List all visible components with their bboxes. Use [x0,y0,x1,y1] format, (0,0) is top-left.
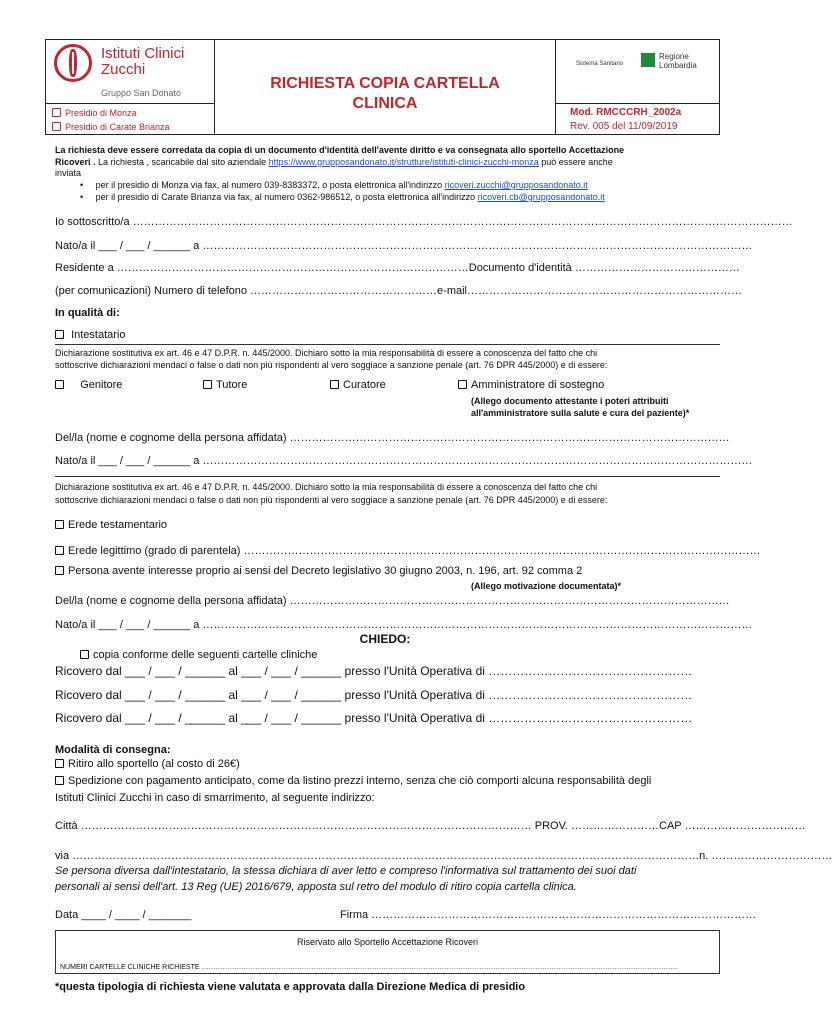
footnote: *questa tipologia di richiesta viene valutata e approvata dalla Direzione Medica di presidio [55,981,526,993]
region-cell [556,40,720,135]
riservato-box [55,930,720,974]
nato-field-1[interactable]: Nato/a il ___ / ___ / ______ a …………………………………………………………………………………………………………………………………… [55,240,753,252]
checkbox-icon[interactable] [52,108,61,117]
ricovero-field-3[interactable]: Ricovero dal ___ / ___ / ______ al ___ / ___ / ______ presso l'Unità Operativa di …………………………………………… [55,711,693,725]
dichiarazione-2-line1: Dichiarazione sostitutiva ex art. 46 e 47 D.P.R. n. 445/2000. Dichiaro sotto la mia responsabilità di essere a conoscenza del fatto che chi [55,482,598,492]
ricovero-field-1[interactable]: Ricovero dal ___ / ___ / ______ al ___ / ___ / ______ presso l'Unità Operativa di …………………………………………… [55,664,693,678]
email-carate-link[interactable]: ricoveri.cb@grupposandonato.it [477,192,605,202]
logo-name-line1: Istituti Clinici [101,45,185,62]
website-link[interactable]: https://www.grupposandonato.it/strutture/istituti-clinici-zucchi-monza [268,157,539,167]
copia-conforme-option[interactable]: copia conforme delle seguenti cartelle cliniche [80,649,317,661]
intestatario-option[interactable]: Intestatario [55,329,125,341]
checkbox-icon[interactable] [55,566,64,575]
checkbox-icon[interactable] [55,759,64,768]
ritiro-option[interactable]: Ritiro allo sportello (al costo di 26€) [55,758,240,770]
checkbox-icon[interactable] [55,380,64,389]
genitore-option[interactable]: Genitore [55,379,122,391]
intro-line3: inviata [55,168,82,178]
firma-field[interactable]: Firma …………………………………………………………………………………………… [340,909,757,921]
nato-field-3[interactable]: Nato/a il ___ / ___ / ______ a …………………………………………………………………………………………………………………………………… [55,619,753,631]
persona-diversa-line1: Se persona diversa dall'intestatario, la stessa dichiara di aver letto e compreso l'informativa sul trattamento dei suoi dati [55,865,637,877]
del-field-1[interactable]: Del/la (nome e cognome della persona affidata) ………………………………………………………………………………………………………… [55,432,730,444]
rev-code: Rev. 005 del 11/09/2019 [570,121,678,132]
checkbox-icon[interactable] [458,380,467,389]
tutore-option[interactable]: Tutore [203,379,247,391]
lombardia-logo-icon [641,53,655,67]
checkbox-icon[interactable] [203,380,212,389]
spedizione-option[interactable]: Spedizione con pagamento anticipato, come da listino prezzi interno, senza che ciò comporti alcuna responsabilità degli [55,775,651,787]
bullet-carate: • per il presidio di Carate Brianza via fax, al numero 0362-986512, o posta elettronica all'indirizzo ricoveri.cb@grupposandonato.it [80,192,605,202]
mod-code: Mod. RMCCCRH_2002a [570,107,682,118]
sottoscritto-field[interactable]: Io sottoscritto/a ……………………………………………………………………………………………………………………………………………………………… [55,216,793,228]
chiedo-heading: CHIEDO: [359,632,411,646]
comunicazioni-field[interactable]: (per comunicazioni) Numero di telefono ……………………………………………e-mail………………………………………………………………… [55,285,742,297]
modalita-heading: Modalità di consegna: [55,744,171,756]
logo-name-line2: Zucchi [101,61,146,78]
riservato-title: Riservato allo Sportello Accettazione Ricoveri [296,937,479,947]
curatore-option[interactable]: Curatore [330,379,386,391]
data-field[interactable]: Data ____ / ____ / _______ [55,909,192,921]
checkbox-icon[interactable] [55,776,64,785]
citta-field[interactable]: Città …………………………………………………………………………………………………………… PROV. ……………………CAP …………………………… [55,820,806,832]
checkbox-icon[interactable] [330,380,339,389]
presidio-monza-option[interactable] [52,108,137,118]
checkbox-icon[interactable] [80,650,89,659]
numeri-cartelle-field[interactable]: NUMERI CARTELLE CLINICHE RICHIESTE …………………………………………………………………………………………………………………………………………………………………………………… [60,964,678,971]
presidio-carate-option[interactable] [52,122,170,132]
dichiarazione-1-line2: sottoscrive dichiarazioni mendaci o false o dati non più rispondenti al vero soggiace a sanzione penale (art. 76 DPR 445/2000) e di essere: [55,360,608,370]
del-field-2[interactable]: Del/la (nome e cognome della persona affidata) ………………………………………………………………………………………………………… [55,595,730,607]
qualita-heading: In qualità di: [55,307,120,319]
title-cell [215,40,556,135]
checkbox-icon[interactable] [55,330,64,339]
logo-cell [46,40,215,135]
header-table [45,39,720,135]
checkbox-icon[interactable] [55,520,64,529]
dichiarazione-1-line1: Dichiarazione sostitutiva ex art. 46 e 47 D.P.R. n. 445/2000. Dichiaro sotto la mia responsabilità di essere a conoscenza del fatto che chi [55,348,598,358]
spedizione-line2: Istituti Clinici Zucchi in caso di smarrimento, al seguente indirizzo: [55,792,375,804]
dichiarazione-2-line2: sottoscrive dichiarazioni mendaci o false o dati non più rispondenti al vero soggiace a sanzione penale (art. 76 DPR 445/2000) e di essere: [55,495,608,505]
persona-diversa-line2: personali ai sensi dell'art. 13 Reg (UE) 2016/679, apposta sul retro del modulo di ritiro copia cartella clinica. [55,881,577,893]
presidio-carate-label: Presidio di Carate Brianza [65,122,170,132]
checkbox-icon[interactable] [52,122,61,131]
residente-field[interactable]: Residente a ……………………………………………………………………………………Documento d'identità ……………………………………… [55,262,740,274]
zucchi-logo-icon [54,44,92,82]
ricovero-field-2[interactable]: Ricovero dal ___ / ___ / ______ al ___ / ___ / ______ presso l'Unità Operativa di …………………………………………… [55,688,693,702]
logo-group: Gruppo San Donato [101,88,182,98]
bullet-monza: • per il presidio di Monza via fax, al numero 039-8383372, o posta elettronica all'indirizzo ricoveri.zucchi@grupposandonato.it [80,180,588,190]
erede-testamentario-option[interactable]: Erede testamentario [55,519,167,531]
checkbox-icon[interactable] [55,546,64,555]
nato-field-2[interactable]: Nato/a il ___ / ___ / ______ a …………………………………………………………………………………………………………………………………… [55,455,753,467]
presidio-monza-label: Presidio di Monza [65,108,137,118]
sistema-sanitario: Sistema Sanitario [576,61,624,67]
via-field[interactable]: via ………………………………………………………………………………………………………………………………………………………n. …………………………… [55,850,832,862]
page-title: RICHIESTA COPIA CARTELLA CLINICA [270,75,500,112]
intro-line2: Ricoveri . La richiesta , scaricabile dal sito aziendale https://www.grupposandonato.it/strutture/istituti-clinici-zucchi-monza può essere anche [55,157,613,167]
erede-legittimo-option[interactable]: Erede legittimo (grado di parentela) …………………………………………………………………………………………………………………………… [55,545,720,557]
amministratore-option[interactable]: Amministratore di sostegno [458,379,604,391]
intro-line1: La richiesta deve essere corredata da copia di un documento d'identità dell'avente diritto e va consegnata allo sportello Accettazione [55,145,625,155]
email-monza-link[interactable]: ricoveri.zucchi@grupposandonato.it [444,180,588,190]
allego-note-2: (Allego motivazione documentata)* [471,581,622,591]
persona-interesse-option[interactable]: Persona avente interesse proprio ai sensi del Decreto legislativo 30 giugno 2003, n. 196, art. 92 comma 2 [55,565,582,577]
allego-note-1: (Allego documento attestante i poteri attribuiti all'amministratore sulla salute e cura del paziente)* [471,396,690,418]
regione-label: Regione Lombardia [659,52,697,70]
